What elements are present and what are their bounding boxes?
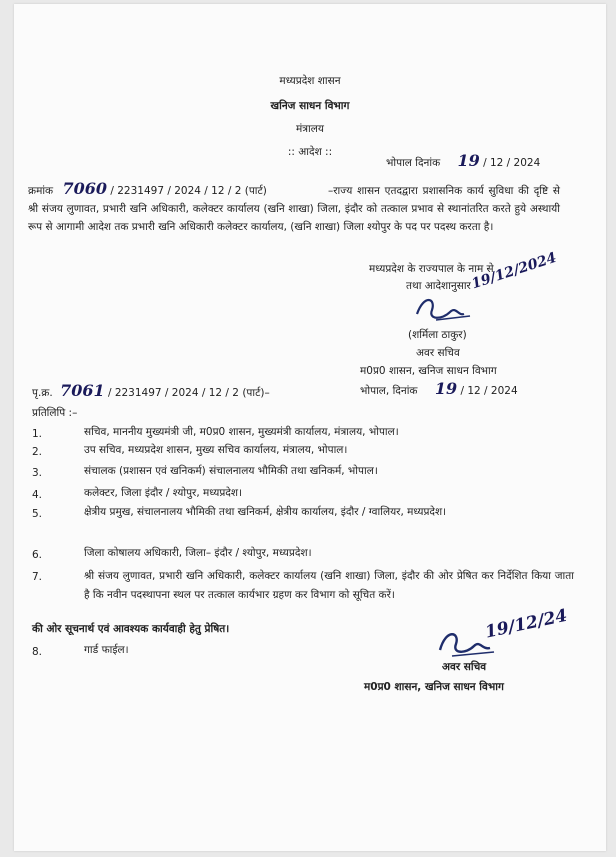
copy-item-number: 1. (32, 428, 43, 440)
signature2-office: म0प्र0 शासन, खनिज साधन विभाग (364, 681, 504, 693)
order-date: भोपाल दिनांक 19 / 12 / 2024 (386, 151, 541, 170)
signature1-place-date: भोपाल, दिनांक 19 / 12 / 2024 (360, 379, 518, 398)
forwarding-note: की ओर सूचनार्थ एवं आवश्यक कार्यवाही हेतु प्रेषित। (32, 623, 230, 635)
order-number-handwritten: 7060 (62, 179, 108, 198)
signature1-name: (शर्मिला ठाकुर) (408, 329, 467, 341)
order-text: –राज्य शासन एतदद्वारा प्रशासनिक कार्य सुविधा की दृष्टि से श्री संजय लुणावत, प्रभारी खनि अधिकारी, कलेक्टर कार्यालय (खनि शाखा) जिला, इंदौर को तत्काल प्रभाव से स्थानांतरित करते हुये अस्थायी रूप से आगामी आदेश तक प्रभारी खनि अधिकारी कलेक्टर कार्यालय, (खनि शाखा) जिला श्योपुर के पद पर पदस्थ करता है। (28, 185, 560, 233)
copy-item: जिला कोषालय अधिकारी, जिला– इंदौर / श्योपुर, मध्यप्रदेश। (84, 547, 312, 559)
copy-item: संचालक (प्रशासन एवं खनिकर्म) संचालनालय भौमिकी तथा खनिकर्म, भोपाल। (84, 465, 378, 477)
copy-item: उप सचिव, मध्यप्रदेश शासन, मुख्य सचिव कार्यालय, मंत्रालय, भोपाल। (84, 444, 348, 456)
copy-item-number: 7. (32, 571, 43, 583)
copy-number: पृ.क्र. 7061 / 2231497 / 2024 / 12 / 2 (पार्ट)– (32, 381, 270, 400)
signature2-handwritten-date: 19/12/24 (483, 605, 570, 643)
header-office: मंत्रालय (295, 123, 324, 135)
copy-item: क्षेत्रीय प्रमुख, संचालनालय भौमिकी तथा खनिकर्म, क्षेत्रीय कार्यालय, इंदौर / ग्वालियर, मध्यप्रदेश। (84, 506, 447, 518)
copy-item-number: 5. (32, 508, 43, 520)
copy-heading: प्रतिलिपि :– (32, 407, 78, 419)
header-department: खनिज साधन विभाग (270, 100, 350, 112)
copy-item: श्री संजय लुणावत, प्रभारी खनि अधिकारी, कलेक्टर कार्यालय (खनि शाखा) जिला, इंदौर की ओर प्रेषित कर निर्देशित किया जाता है कि नवीन पदस्थापना स्थल पर तत्काल कार्यभार ग्रहण कर विभाग को सूचित करें। (84, 570, 574, 601)
header-order-title: :: आदेश :: (287, 146, 333, 158)
copy-item: कलेक्टर, जिला इंदौर / श्योपुर, मध्यप्रदेश। (84, 487, 243, 499)
order-number: क्रमांक 7060 / 2231497 / 2024 / 12 / 2 (पार्ट) (28, 179, 267, 198)
copy-item: सचिव, माननीय मुख्यमंत्री जी, म0प्र0 शासन, मुख्यमंत्री कार्यालय, मंत्रालय, भोपाल। (84, 426, 399, 438)
signature1-designation: अवर सचिव (416, 347, 460, 359)
document-page (14, 4, 606, 851)
copy-item-number: 4. (32, 489, 43, 501)
copy-item-number: 3. (32, 467, 43, 479)
signature2-designation: अवर सचिव (442, 661, 487, 673)
signature1-date-handwritten: 19 (434, 379, 458, 398)
copy-number-handwritten: 7061 (60, 381, 105, 400)
signature1-line2: तथा आदेशानुसार (406, 280, 471, 292)
copy-item-number: 2. (32, 446, 43, 458)
copy-item-number: 8. (32, 646, 43, 658)
order-date-handwritten: 19 (457, 151, 480, 170)
signature1-office: म0प्र0 शासन, खनिज साधन विभाग (360, 365, 497, 377)
signature1-line1: मध्यप्रदेश के राज्यपाल के नाम से (369, 263, 494, 275)
copy-item: गार्ड फाईल। (84, 644, 129, 656)
signature1-handwritten-date: 19/12/2024 (469, 249, 559, 293)
header-government: मध्यप्रदेश शासन (279, 75, 341, 87)
copy-item-number: 6. (32, 549, 43, 561)
